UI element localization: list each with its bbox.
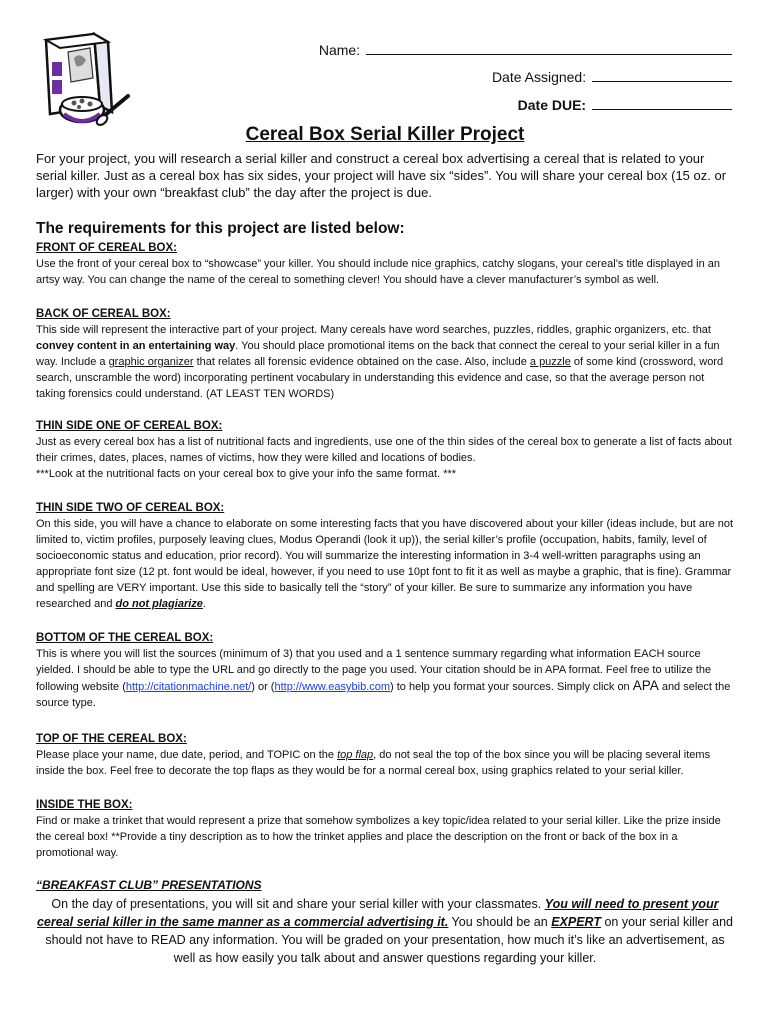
inside-text: Find or make a trinket that would represent a prize that somehow symbolizes a key topic/idea related to your serial killer. Like the prize inside the cereal box! **Provide a tiny description as to how the trinket applies and place the description on the front or back of the box in a promotional way. (36, 815, 721, 859)
citationmachine-link[interactable]: http://citationmachine.net/ (125, 681, 252, 693)
page-title: Cereal Box Serial Killer Project (245, 124, 525, 145)
back-heading: BACK OF CEREAL BOX: (36, 308, 171, 320)
bottom-text: This is where you will list the sources (minimum of 3) that you used and a 1 sentence summary regarding what information EACH source yielded. I should be able to type the URL and go directly to the page you used. Your citation should be in APA format. Feel free to utilize the following website (http://citationmachine.net/) or (http://www.easybib.com) to help you format your sources. Simply click on APA and select the source type. (36, 648, 731, 709)
thin-side-two-heading: THIN SIDE TWO OF CEREAL BOX: (36, 502, 225, 514)
easybib-link[interactable]: http://www.easybib.com (274, 681, 391, 693)
thin-side-one-section (36, 418, 736, 482)
breakfast-club-heading: “BREAKFAST CLUB” PRESENTATIONS (36, 878, 262, 892)
top-section (36, 731, 736, 779)
date-due-label: Date DUE: (517, 97, 587, 113)
inside-section (36, 797, 736, 861)
top-heading: TOP OF THE CEREAL BOX: (36, 733, 187, 745)
thin-side-two-text: On this side, you will have a chance to elaborate on some interesting facts that you have discovered about your killer (ideas include, but are not limited to, victim profiles, purposely leaving clues, Modus Operandi (look it up)), the serial killer’s profile (occupation, habits, family, level of socioeconomic status and education, prior record). You will summarize the interesting information in 3-4 well-written paragraphs using an appropriate font size (12 pt. font would be ideal, however, if you need to use 10pt font to fit it as well as maybe a graphic, that is fine). Grammar and spelling are VERY important. Use this side to basically tell the “story” of your killer. Be sure to summarize any information you have researched and do not plagiarize. (36, 518, 734, 610)
top-text: Please place your name, due date, period, and TOPIC on the top flap, do not seal the top of the box since you will be placing several items inside the box. Feel free to decorate the top flaps as they would be for a normal cereal box, using graphics related to your serial killer. (36, 749, 711, 777)
date-assigned-blank[interactable] (592, 67, 732, 82)
thin-side-one-heading: THIN SIDE ONE OF CEREAL BOX: (36, 420, 223, 432)
back-text: This side will represent the interactive part of your project. Many cereals have word searches, puzzles, riddles, graphic organizers, etc. that convey content in an entertaining way. You should place promotional items on the back that connect the cereal to your serial killer in a fun way. Include a graphic organizer that relates all forensic evidence obtained on the case. Also, include a puzzle of some kind (crossword, word search, unscramble the word) incorporating pertinent vocabulary in understanding this evidence and case, so that the average person not taking forensics could understand. (AT LEAST TEN WORDS) (36, 324, 724, 400)
name-label: Name: (318, 42, 361, 58)
front-heading: FRONT OF CEREAL BOX: (36, 242, 177, 254)
front-section (36, 240, 736, 288)
date-assigned-label: Date Assigned: (491, 69, 587, 85)
thin-side-one-note: ***Look at the nutritional facts on your cereal box to give your info the same format. *** (36, 468, 457, 480)
name-blank[interactable] (366, 40, 732, 55)
requirements-heading: The requirements for this project are listed below: (36, 220, 405, 237)
breakfast-club-text: On the day of presentations, you will sit and share your serial killer with your classmates. You will need to present your cereal serial killer in the same manner as a commercial advertising it. You should be an EXPERT on your serial killer and should not have to READ any information. You will be graded on your presentation, how much it’s like an advertisement, as well as how easily you talk about and answer questions regarding your killer. (36, 897, 733, 965)
date-due-blank[interactable] (592, 95, 732, 110)
intro-paragraph: For your project, you will research a serial killer and construct a cereal box advertising a cereal that is related to your serial killer. Just as a cereal box has six sides, your project will have six “sides”. You will share your cereal box (15 oz. or larger) with your own “breakfast club” the day after the project is due. (36, 151, 727, 200)
date-due-field[interactable] (518, 95, 732, 113)
front-text: Use the front of your cereal box to “showcase” your killer. You should include nice graphics, catchy slogans, your cereal’s title displayed in an artsy way. You can change the name of the cereal to something clever! You should have a clever manufacturer’s symbol as well. (36, 258, 721, 286)
inside-heading: INSIDE THE BOX: (36, 799, 133, 811)
cereal-box-icon (38, 32, 136, 132)
thin-side-two-section (36, 500, 736, 612)
thin-side-one-text: Just as every cereal box has a list of nutritional facts and ingredients, use one of the thin sides of the cereal box to generate a list of facts about their crimes, dates, places, names of victims, how they were killed and locations of bodies. (36, 436, 732, 464)
bottom-section (36, 630, 736, 711)
back-section (36, 306, 736, 402)
name-field[interactable] (319, 40, 732, 58)
date-assigned-field[interactable] (492, 67, 732, 85)
bottom-heading: BOTTOM OF THE CEREAL BOX: (36, 632, 214, 644)
